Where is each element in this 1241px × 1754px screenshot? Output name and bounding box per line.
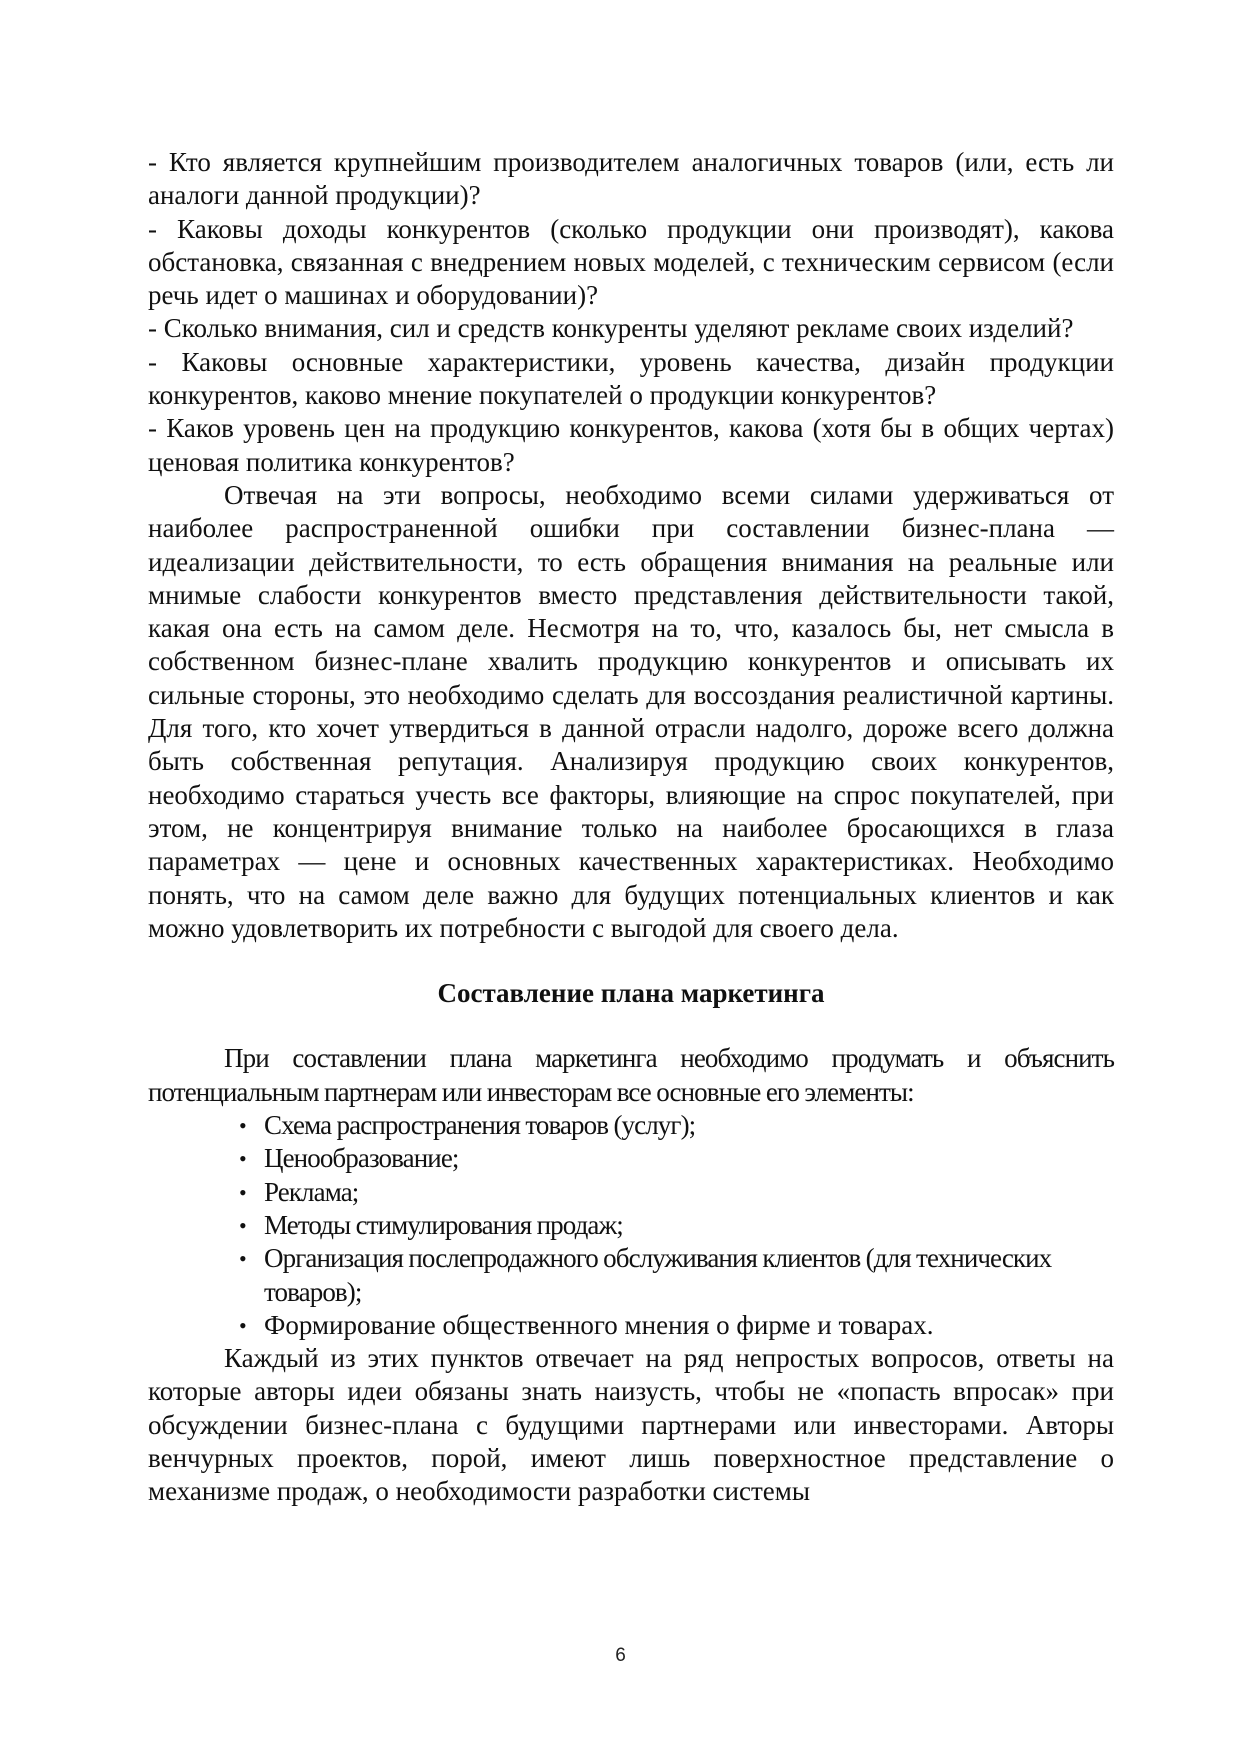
question-price-level: - Каков уровень цен на продукцию конкурентов, какова (хотя бы в общих чертах) ценовая политика конкурентов? [148, 413, 1114, 477]
bullet-icon: • [239, 1246, 247, 1272]
list-item [148, 1176, 1114, 1209]
list-item-text: Формирование общественного мнения о фирме и товарах. [264, 1309, 934, 1340]
list-item [148, 1109, 1114, 1142]
question-competitor-advertising: - Сколько внимания, сил и средств конкуренты уделяют рекламе своих изделий? [148, 313, 1074, 344]
paragraph-marketing-points: Каждый из этих пунктов отвечает на ряд непростых вопросов, ответы на которые авторы идеи обязаны знать наизусть, чтобы не «попасть впросак» при обсуждении бизнес-плана с будущими партнерами или инвесторами. Авторы венчурных проектов, порой, имеют лишь поверхностное представление о механизме продаж, о необходимости разработки системы [148, 1343, 1114, 1507]
marketing-elements-list [148, 1109, 1114, 1342]
bullet-icon: • [239, 1312, 247, 1338]
bullet-icon: • [239, 1146, 247, 1172]
question-largest-producer: - Кто является крупнейшим производителем аналогичных товаров (или, есть ли аналоги данной продукции)? [148, 147, 1114, 211]
list-item-text: Методы стимулирования продаж; [264, 1209, 623, 1240]
bullet-icon: • [239, 1179, 247, 1205]
page-number: 6 [615, 1645, 626, 1666]
list-item-text: Реклама; [264, 1176, 359, 1207]
list-item [148, 1242, 1114, 1309]
list-item-text: Ценообразование; [264, 1143, 459, 1174]
list-item-text: Организация послепродажного обслуживания клиентов (для технических товаров); [264, 1243, 1052, 1307]
section-heading: Составление плана маркетинга [437, 978, 825, 1009]
bullet-icon: • [239, 1212, 247, 1238]
page-body [148, 146, 1114, 1509]
list-item [148, 1309, 1114, 1342]
list-item [148, 1209, 1114, 1242]
paragraph-competitor-analysis: Отвечая на эти вопросы, необходимо всеми силами удерживаться от наиболее распространенной ошибки при составлении бизнес-плана — идеализации действительности, то есть обращения внимания на реальные или мнимые слабости конкурентов вместо представления действительности такой, какая она есть на самом деле. Несмотря на то, что, казалось бы, нет смысла в собственном бизнес-плане хвалить продукцию конкурентов и описывать их сильные стороны, это необходимо сделать для воссоздания реалистичной картины. Для того, кто хочет утвердиться в данной отрасли надолго, дороже всего должна быть собственная репутация. Анализируя продукцию своих конкурентов, необходимо стараться учесть все факторы, влияющие на спрос покупателей, при этом, не концентрируя внимание только на наиболее бросающихся в глаза параметрах — цене и основных качественных характеристиках. Необходимо понять, что на самом деле важно для будущих потенциальных клиентов и как можно удовлетворить их потребности с выгодой для своего дела. [148, 479, 1114, 943]
question-product-characteristics: - Каковы основные характеристики, уровень качества, дизайн продукции конкурентов, каково мнение покупателей о продукции конкурентов? [148, 346, 1114, 411]
bullet-icon: • [239, 1113, 247, 1139]
list-item-text: Схема распространения товаров (услуг); [264, 1110, 696, 1141]
paragraph-marketing-intro: При составлении плана маркетинга необходимо продумать и объяснить потенциальным партнерам или инвесторам все основные его элементы: [148, 1043, 1114, 1107]
list-item [148, 1142, 1114, 1175]
question-competitor-income: - Каковы доходы конкурентов (сколько продукции они производят), какова обстановка, связанная с внедрением новых моделей, с техническим сервисом (если речь идет о машинах и оборудовании)? [148, 213, 1114, 311]
